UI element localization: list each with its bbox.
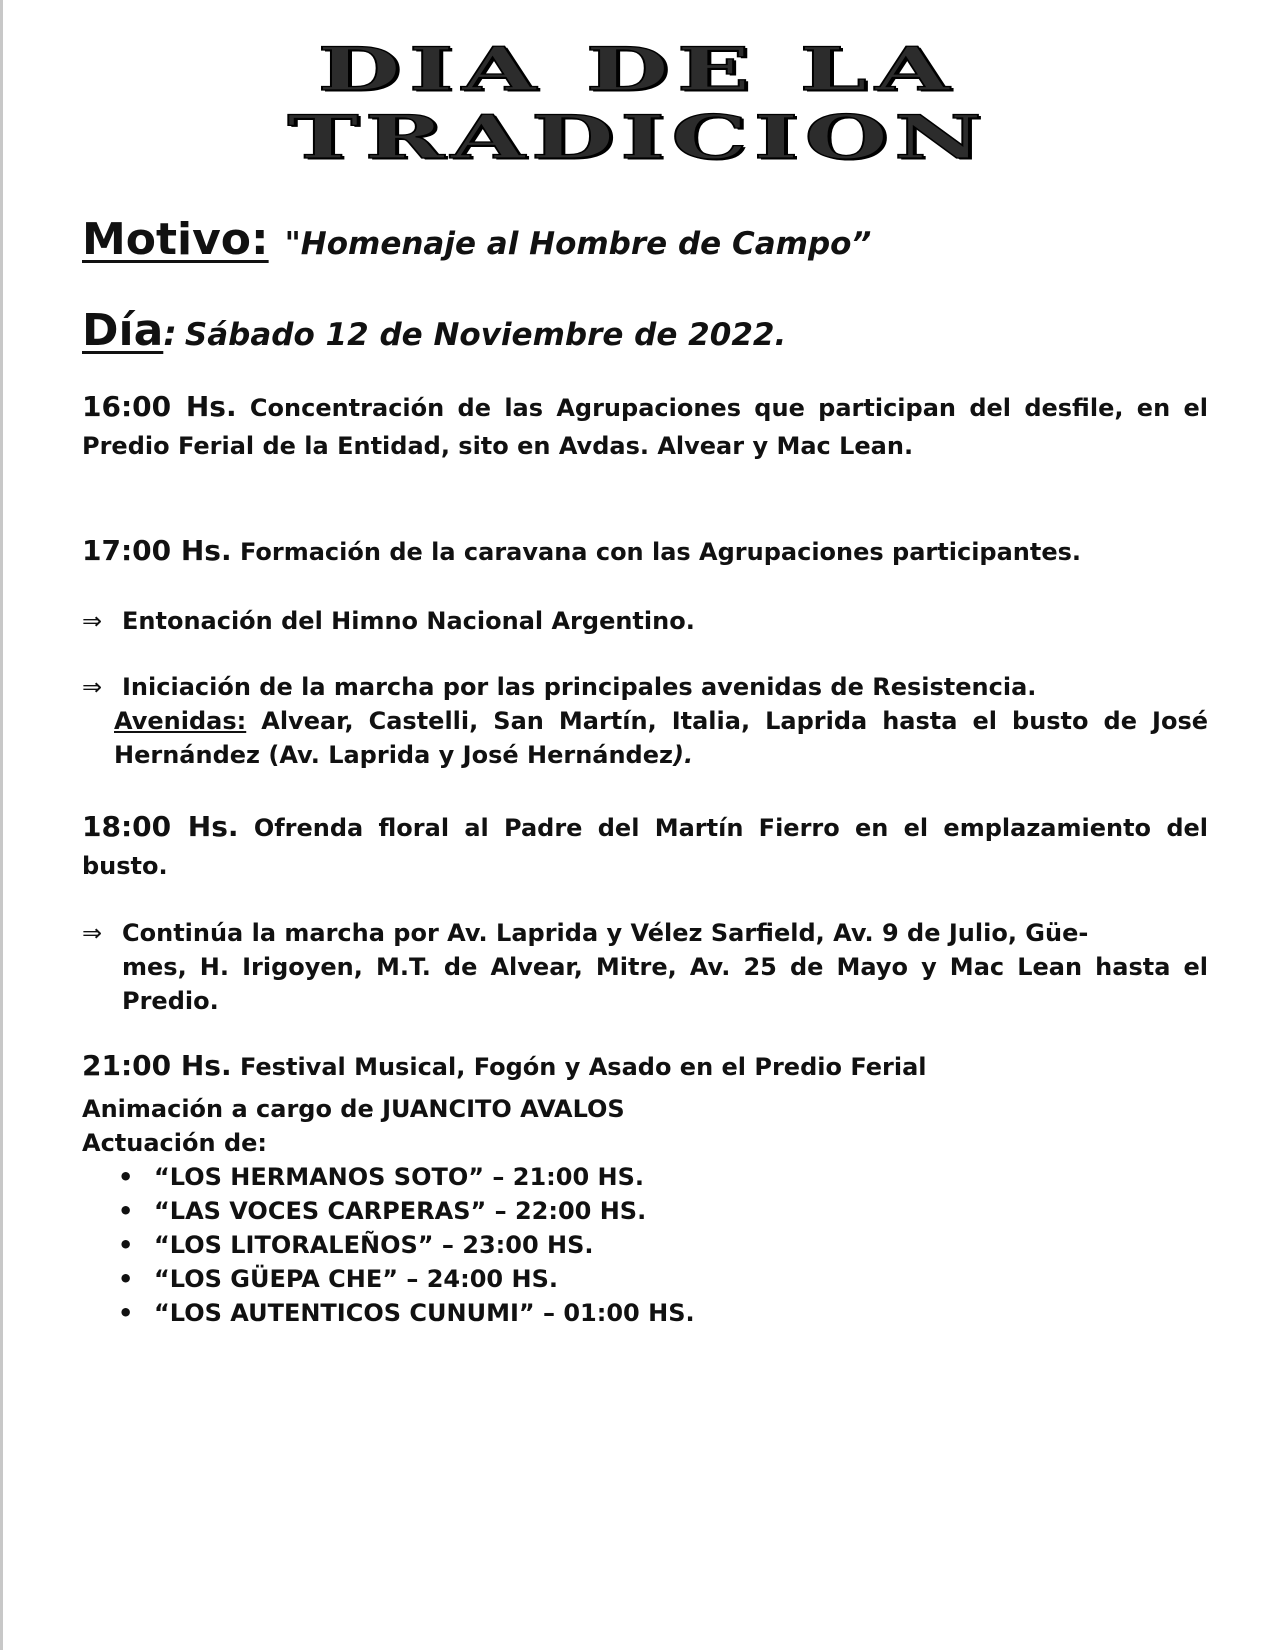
bullet-icon: • (118, 1197, 134, 1225)
motivo-value: "Homenaje al Hombre de Campo” (284, 226, 872, 262)
text-1600: Concentración de las Agrupaciones que participan del desfile, en el Predio Ferial de la Entidad, sito en Avdas. Alvear y Mac Lean. (82, 394, 1208, 460)
title-line-1: DIA DE LA (317, 34, 958, 105)
arrow-icon: ⇒ (82, 607, 103, 635)
time-1800: 18:00 Hs. (82, 810, 239, 843)
dia-colon: : (163, 314, 177, 354)
dia-value: Sábado 12 de Noviembre de 2022. (184, 317, 787, 353)
schedule-1800 (82, 808, 1208, 885)
avenidas-line (82, 704, 1208, 772)
time-1600: 16:00 Hs. (82, 390, 237, 423)
act-text: “LOS HERMANOS SOTO” – 21:00 HS. (154, 1163, 644, 1191)
continua-text-first: Continúa la marcha por Av. Laprida y Vélez Sarfield, Av. 9 de Julio, Güe- (122, 919, 1089, 947)
arrow-icon: ⇒ (82, 919, 103, 947)
list-item-marcha (82, 670, 1208, 772)
animacion-text: Animación a cargo de JUANCITO AVALOS (82, 1095, 625, 1123)
list-item (118, 1194, 695, 1228)
time-1700: 17:00 Hs. (82, 534, 232, 567)
list-item (118, 1228, 695, 1262)
dia-line (82, 305, 786, 356)
arrow-icon: ⇒ (82, 673, 103, 701)
title-line-2: TRADICION (287, 102, 988, 173)
text-2100-b: Fogón y Asado en el Predio Ferial (473, 1053, 927, 1081)
list-item-continua (82, 916, 1208, 1018)
list-item (118, 1160, 695, 1194)
schedule-1600 (82, 388, 1208, 465)
bullet-icon: • (118, 1299, 134, 1327)
motivo-line (82, 214, 871, 265)
list-item-himno (82, 604, 1208, 638)
act-text: “LOS LITORALEÑOS” – 23:00 HS. (154, 1231, 594, 1259)
text-2100-a: Festival Musical, (239, 1053, 466, 1081)
avenidas-end: ). (672, 741, 694, 769)
text-1800: Ofrenda floral al Padre del Martín Fierro en el emplazamiento del busto. (82, 814, 1208, 880)
continua-text-rest: mes, H. Irigoyen, M.T. de Alvear, Mitre, Av. 25 de Mayo y Mac Lean hasta el Predio. (122, 953, 1208, 1015)
act-text: “LAS VOCES CARPERAS” – 22:00 HS. (154, 1197, 647, 1225)
actuacion-label: Actuación de: (82, 1129, 267, 1157)
bullet-icon: • (118, 1163, 134, 1191)
himno-text: Entonación del Himno Nacional Argentino. (122, 607, 695, 635)
list-item (118, 1262, 695, 1296)
act-text: “LOS AUTENTICOS CUNUMI” – 01:00 HS. (154, 1299, 695, 1327)
marcha-text: Iniciación de la marcha por las principales avenidas de Resistencia. (122, 673, 1037, 701)
motivo-label: Motivo: (82, 214, 269, 265)
text-1700: Formación de la caravana con las Agrupaciones participantes. (239, 538, 1082, 566)
list-item (118, 1296, 695, 1330)
dia-label: Día (82, 305, 164, 356)
bullet-icon: • (118, 1265, 134, 1293)
page-edge (0, 0, 3, 1650)
avenidas-label: Avenidas: (114, 707, 247, 735)
schedule-2100 (82, 1048, 1208, 1085)
actuaciones (82, 1092, 695, 1330)
bullet-icon: • (118, 1231, 134, 1259)
act-text: “LOS GÜEPA CHE” – 24:00 HS. (154, 1265, 558, 1293)
acts-list (82, 1160, 695, 1330)
avenidas-text: Alvear, Castelli, San Martín, Italia, Laprida hasta el busto de José Hernández (Av. Laprida y José Hernández (114, 707, 1209, 769)
schedule-1700 (82, 532, 1208, 571)
time-2100: 21:00 Hs. (82, 1049, 232, 1082)
